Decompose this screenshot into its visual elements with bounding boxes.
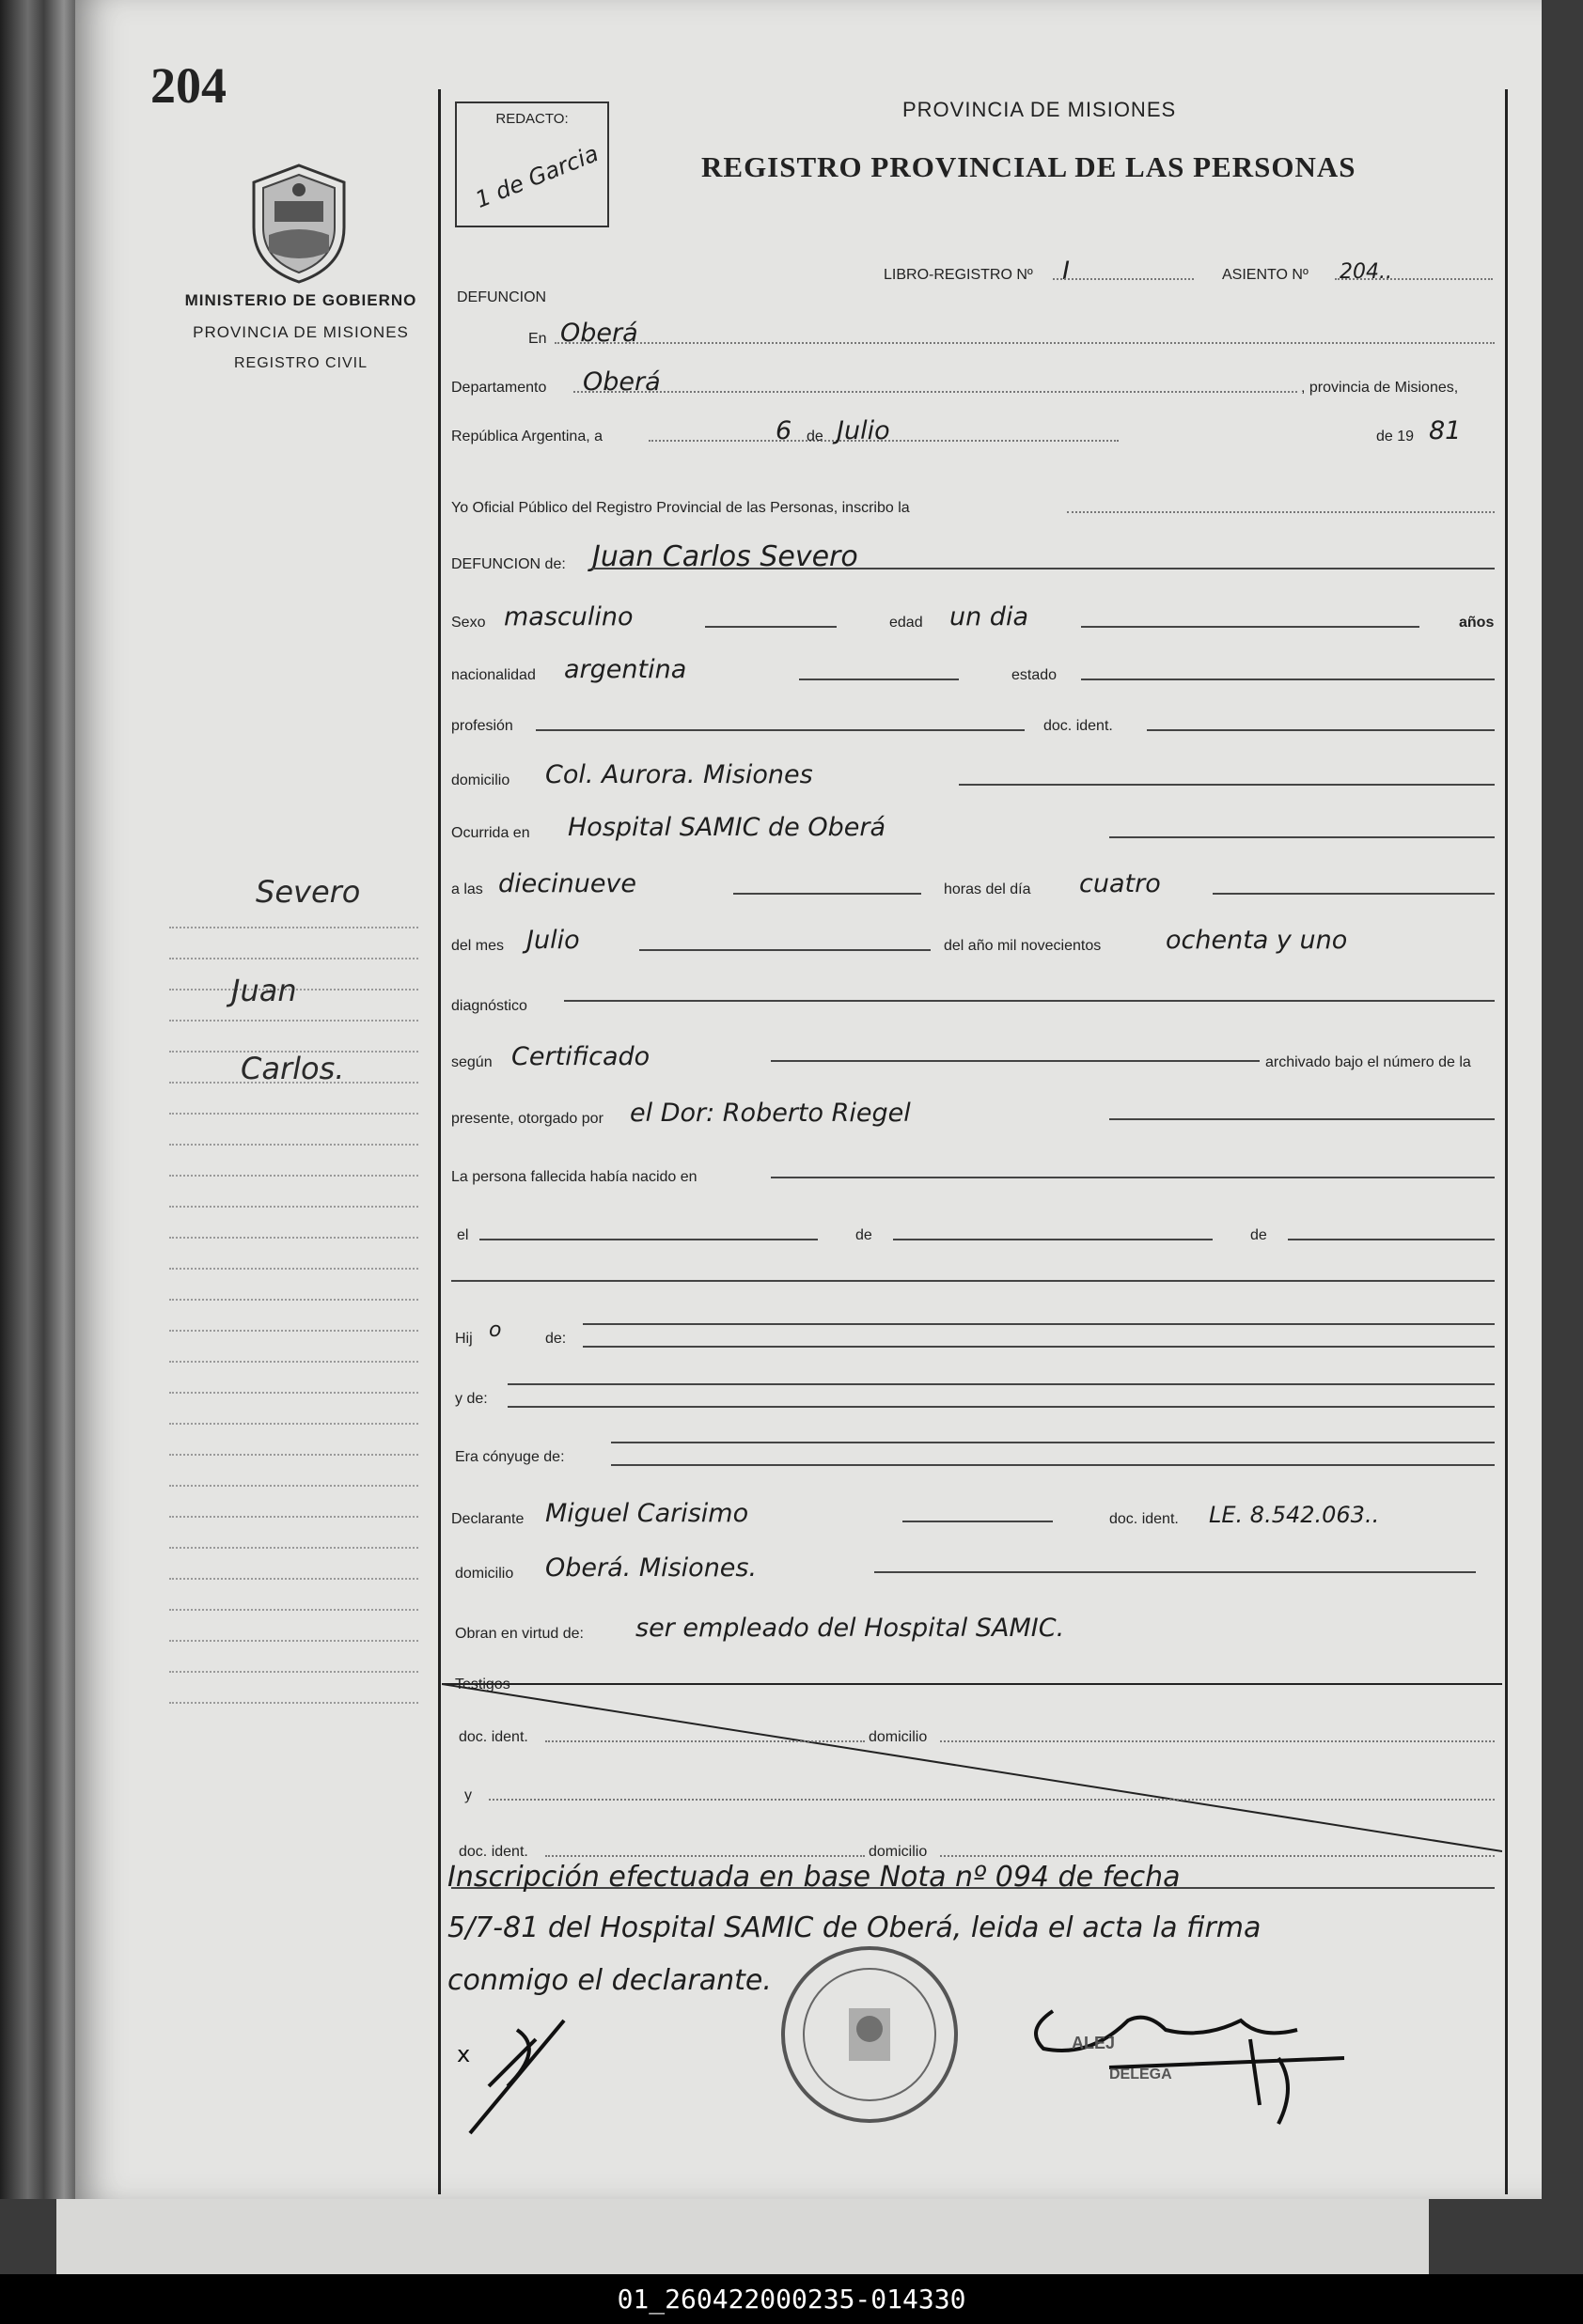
testigo1-dom-label: domicilio [869,1729,928,1745]
margin-line [169,1208,418,1239]
libro-value: I [1062,257,1070,286]
presente-row [451,1090,1495,1131]
departamento-value: Oberá [583,367,661,397]
nacionalidad-row [451,647,1495,688]
ministry-line1: MINISTERIO DE GOBIERNO [184,291,417,309]
ministry-line2: PROVINCIA DE MISIONES [193,323,409,341]
margin-line [169,1022,418,1053]
y-de-row [451,1370,1495,1412]
ocurrida-label: Ocurrida en [451,825,530,841]
testigo2-doc-label: doc. ident. [459,1844,528,1860]
under-page [56,2199,1429,2274]
folio-number: 204 [150,57,227,114]
margin-line [169,1270,418,1301]
margin-line [169,1115,418,1146]
segun-row [451,1034,1495,1075]
fecha-row [451,408,1495,449]
margin-line [169,1301,418,1332]
segun-suffix: archivado bajo el número de la [1265,1054,1471,1070]
header-registry: REGISTRO PROVINCIAL DE LAS PERSONAS [701,150,1356,183]
fecha-year: 81 [1429,416,1462,445]
domicilio-label: domicilio [451,772,510,788]
signatures-icon [451,1973,1438,2143]
redacto-box [455,101,609,227]
profesion-label: profesión [451,718,513,734]
fecha-month: Julio [837,416,890,445]
obran-row [451,1605,1495,1646]
testigo1-row [451,1708,1495,1750]
anio-label: del año mil novecientos [944,938,1102,954]
margin-line [169,1425,418,1456]
profesion-row [451,697,1495,739]
obran-value: ser empleado del Hospital SAMIC. [635,1614,1065,1643]
departamento-label: Departamento [451,380,547,396]
segun-label: según [451,1054,493,1070]
horas-label: a las [451,881,483,897]
asiento-label: ASIENTO Nº [1222,267,1309,283]
segun-value: Certificado [511,1042,650,1071]
ministry-block [141,291,461,372]
defuncion-row [451,536,1495,577]
obran-label: Obran en virtud de: [455,1626,584,1642]
hijo-label: Hij [455,1331,473,1347]
hijo-value: o [489,1318,502,1342]
mes-label: del mes [451,938,505,954]
margin-name2: Carlos. [241,1051,345,1086]
mes-value: Julio [526,926,580,955]
domicilio-value: Col. Aurora. Misiones [545,760,813,789]
svg-text:DELEGA: DELEGA [1109,2067,1172,2082]
observation-line3: conmigo el declarante. [447,1964,772,1997]
libro-label: LIBRO-REGISTRO Nº [884,267,1033,283]
book-binding [0,0,80,2199]
nacido-label: La persona fallecida había nacido en [451,1169,697,1185]
scan-id-bar [0,2274,1583,2324]
anio-value: ochenta y uno [1166,926,1348,955]
nacionalidad-label: nacionalidad [451,667,536,683]
margin-line [169,1580,418,1611]
observation-line1: Inscripción efectuada en base Nota nº 094 de fecha [447,1861,1181,1894]
margin-line [169,1363,418,1394]
horas-dia-label: horas del día [944,881,1031,897]
margin-line [169,1673,418,1704]
declarante-doc: LE. 8.542.063.. [1209,1502,1380,1528]
margin-line [169,1239,418,1270]
horas-row [451,861,1495,902]
departamento-suffix: , provincia de Misiones, [1301,380,1459,396]
sexo-value: masculino [504,602,634,632]
testigo-y-label: y [464,1787,472,1803]
ocurrida-value: Hospital SAMIC de Oberá [568,813,886,842]
asiento-value: 204.. [1340,260,1392,284]
edad-label: edad [889,615,923,631]
testigo1-doc-label: doc. ident. [459,1729,528,1745]
nacido-row [451,1148,1495,1190]
signature-mark: x [457,2041,471,2067]
declarante-row [451,1490,1495,1532]
en-value: Oberá [560,319,638,348]
margin-line [169,1177,418,1208]
sexo-label: Sexo [451,615,486,631]
edad-value: un dia [949,602,1028,632]
republica-label: República Argentina, a [451,429,603,445]
presente-label: presente, otorgado por [451,1111,603,1127]
horas-dia-value: cuatro [1079,869,1161,898]
margin-line [169,1611,418,1642]
departamento-row [451,359,1495,400]
header-province: PROVINCIA DE MISIONES [902,98,1177,121]
scan-id: 01_260422000235-014330 [617,2284,966,2315]
en-label: En [528,331,547,347]
margin-line [169,1487,418,1518]
presente-value: el Dor: Roberto Riegel [630,1099,911,1128]
margin-name1: Juan [231,973,297,1008]
defuncion-value: Juan Carlos Severo [592,540,858,573]
ministry-line3: REGISTRO CIVIL [233,355,368,371]
domicilio2-row [451,1545,1495,1586]
profesion-doc-label: doc. ident. [1043,718,1113,734]
margin-line [169,1146,418,1177]
el-de1: de [855,1227,872,1243]
el-label: el [457,1227,469,1243]
margin-ruled-lines [169,897,418,1704]
oficial-row [451,479,1495,521]
margin-line [169,1456,418,1487]
declarante-value: Miguel Carisimo [545,1499,749,1528]
testigo2-dom-label: domicilio [869,1844,928,1860]
conyuge-row [451,1428,1495,1470]
margin-line [169,1394,418,1425]
testigos-row [451,1656,1495,1697]
testigo-y-row [451,1767,1495,1808]
fecha-day: 6 [776,416,792,445]
margin-line [169,1084,418,1115]
domicilio-row [451,752,1495,793]
declarante-doc-label: doc. ident. [1109,1511,1179,1527]
y-de-label: y de: [455,1391,488,1407]
svg-text:ALEJ: ALEJ [1072,2034,1116,2052]
el-de2: de [1250,1227,1267,1243]
oficial-label: Yo Oficial Público del Registro Provincial de las Personas, inscribo la [451,500,910,516]
redacto-signature: 1 de Garcia [471,140,603,213]
redacto-label: REDACTO: [495,111,569,127]
record-type-label: DEFUNCION [457,289,547,305]
anos-label: años [1459,615,1495,631]
fecha-year-label: de 19 [1376,429,1415,445]
blank-line-row [451,1240,1495,1282]
horas-value: diecinueve [498,869,637,898]
hijo-de: de: [545,1331,567,1347]
testigos-label: Testigos [455,1677,510,1692]
diagnostico-label: diagnóstico [451,998,527,1014]
domicilio2-label: domicilio [455,1566,514,1582]
sexo-row [451,594,1495,635]
margin-line [169,1642,418,1673]
defuncion-label: DEFUNCION de: [451,556,566,572]
domicilio2-value: Oberá. Misiones. [545,1553,758,1583]
nacionalidad-value: argentina [564,655,687,684]
hijo-row [451,1310,1495,1351]
estado-label: estado [1011,667,1058,683]
margin-line [169,1549,418,1580]
margin-surname: Severo [256,874,361,910]
margin-line [169,1332,418,1363]
en-row [451,310,1495,351]
observation-line2: 5/7-81 del Hospital SAMIC de Oberá, leida el acta la firma [447,1911,1262,1944]
mes-row [451,917,1495,959]
fecha-de: de [807,429,823,445]
ocurrida-row [451,804,1495,846]
record-type-row [451,269,1495,310]
margin-line [169,1518,418,1549]
margin-line [169,928,418,959]
coat-of-arms-icon [246,162,352,286]
conyuge-label: Era cónyuge de: [455,1449,565,1465]
diagnostico-row [451,977,1495,1019]
declarante-label: Declarante [451,1511,525,1527]
